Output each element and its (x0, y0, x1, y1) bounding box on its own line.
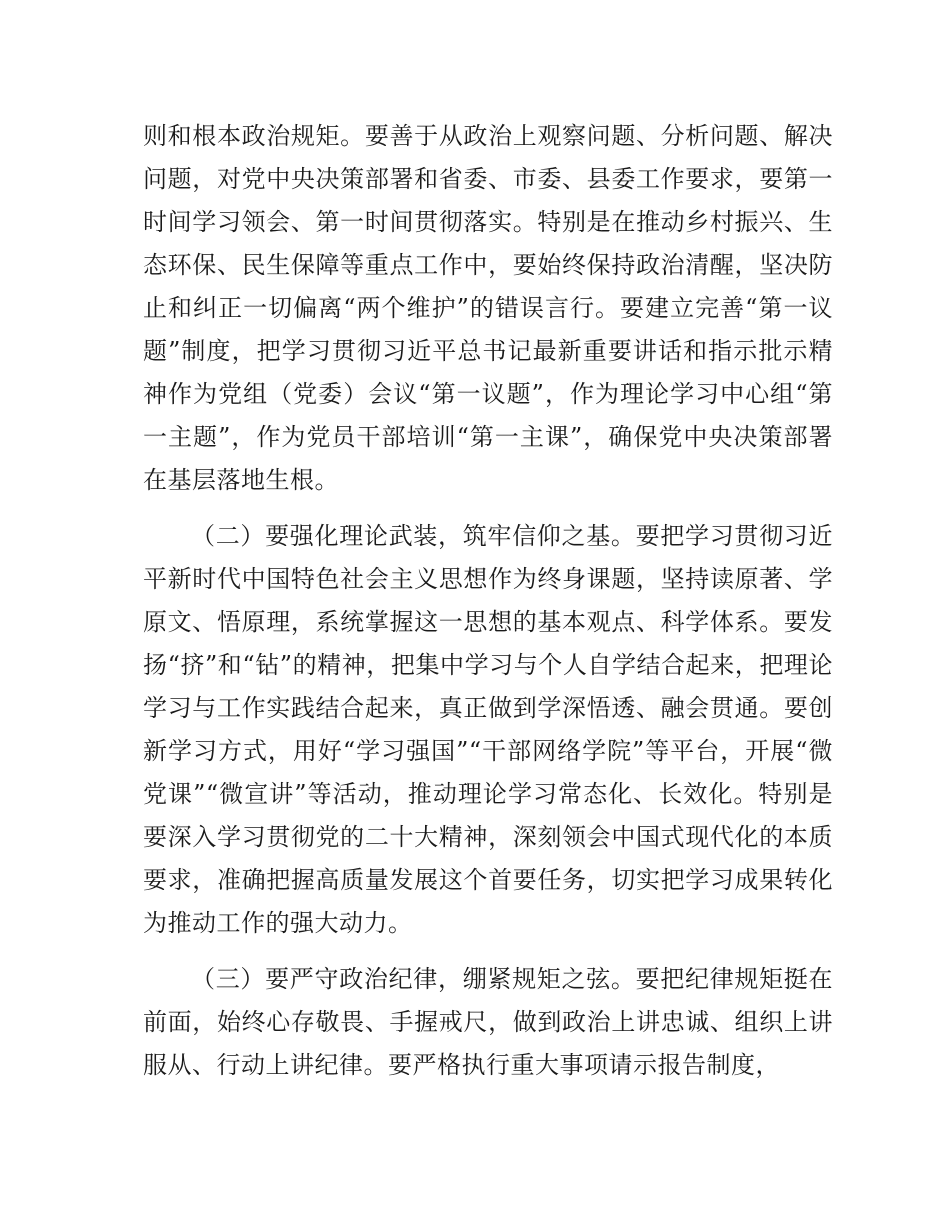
document-body (143, 115, 833, 1100)
paragraph-section-3: （三）要严守政治纪律，绷紧规矩之弦。要把纪律规矩挺在前面，始终心存敬畏、手握戒尺，做到政治上讲忠诚、组织上讲服从、行动上讲纪律。要严格执行重大事项请示报告制度， (143, 965, 833, 1079)
paragraph-section-2: （二）要强化理论武装，筑牢信仰之基。要把学习贯彻习近平新时代中国特色社会主义思想作为终身课题，坚持读原著、学原文、悟原理，系统掌握这一思想的基本观点、科学体系。要发扬“挤”和“钻”的精神，把集中学习与个人自学结合起来，把理论学习与工作实践结合起来，真正做到学深悟透、融会贯通。要创新学习方式，用好“学习强国”“干部网络学院”等平台，开展“微党课”“微宣讲”等活动，推动理论学习常态化、长效化。特别是要深入学习贯彻党的二十大精神，深刻领会中国式现代化的本质要求，准确把握高质量发展这个首要任务，切实把学习成果转化为推动工作的强大动力。 (143, 522, 833, 937)
paragraph-continuation: 则和根本政治规矩。要善于从政治上观察问题、分析问题、解决问题，对党中央决策部署和省委、市委、县委工作要求，要第一时间学习领会、第一时间贯彻落实。特别是在推动乡村振兴、生态环保、民生保障等重点工作中，要始终保持政治清醒，坚决防止和纠正一切偏离“两个维护”的错误言行。要建立完善“第一议题”制度，把学习贯彻习近平总书记最新重要讲话和指示批示精神作为党组（党委）会议“第一议题”，作为理论学习中心组“第一主题”，作为党员干部培训“第一主课”，确保党中央决策部署在基层落地生根。 (143, 122, 833, 494)
